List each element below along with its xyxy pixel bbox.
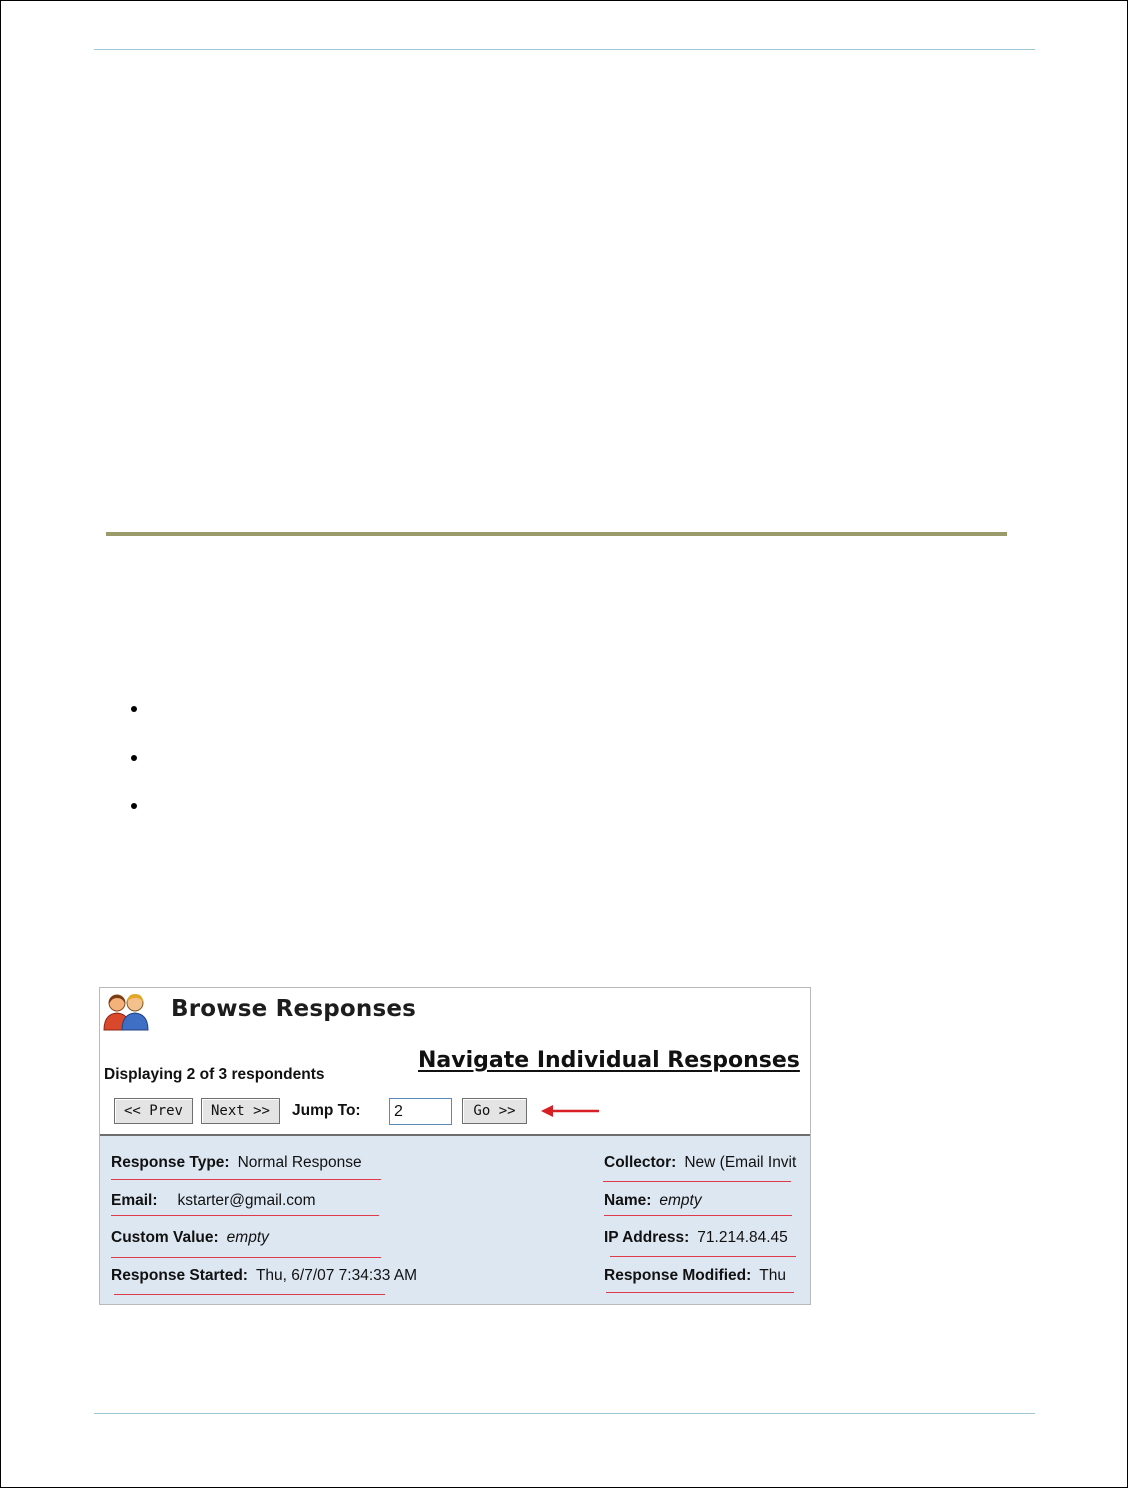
screenshot-title: Browse Responses	[171, 996, 417, 1022]
annotation-underline	[604, 1215, 792, 1216]
response-modified-field: Response Modified: Thu	[604, 1267, 786, 1284]
name-field: Name: empty	[604, 1192, 702, 1209]
response-details-panel	[100, 1134, 810, 1305]
annotation-underline	[610, 1256, 796, 1257]
annotation-underline	[111, 1257, 381, 1258]
callout-heading: Navigate Individual Responses	[418, 1048, 800, 1073]
jump-to-input[interactable]	[389, 1098, 452, 1125]
respondent-count: Displaying 2 of 3 respondents	[104, 1066, 325, 1083]
bullet-icon	[131, 755, 137, 761]
respondents-icon	[102, 992, 150, 1032]
annotation-underline	[111, 1215, 379, 1216]
header-rule	[94, 49, 1035, 50]
annotation-underline	[606, 1292, 794, 1293]
ip-address-field: IP Address: 71.214.84.45	[604, 1229, 788, 1246]
browse-responses-screenshot	[99, 987, 811, 1305]
footer-rule	[94, 1413, 1035, 1414]
next-button[interactable]: Next >>	[201, 1098, 280, 1124]
annotation-underline	[111, 1179, 381, 1180]
bullet-icon	[131, 803, 137, 809]
go-button[interactable]: Go >>	[462, 1098, 527, 1124]
response-started-field: Response Started: Thu, 6/7/07 7:34:33 AM	[111, 1267, 418, 1284]
screenshot-header	[100, 988, 810, 1134]
red-arrow-icon	[541, 1105, 603, 1119]
annotation-underline	[603, 1181, 791, 1182]
prev-button[interactable]: << Prev	[114, 1098, 193, 1124]
response-type-field: Response Type: Normal Response	[111, 1154, 362, 1171]
email-field: Email: kstarter@gmail.com	[111, 1192, 316, 1209]
annotation-underline	[114, 1294, 385, 1295]
section-divider	[106, 532, 1007, 536]
bullet-icon	[131, 706, 137, 712]
jump-to-label: Jump To:	[292, 1102, 361, 1119]
collector-field: Collector: New (Email Invit	[604, 1154, 797, 1171]
custom-value-field: Custom Value: empty	[111, 1229, 269, 1246]
